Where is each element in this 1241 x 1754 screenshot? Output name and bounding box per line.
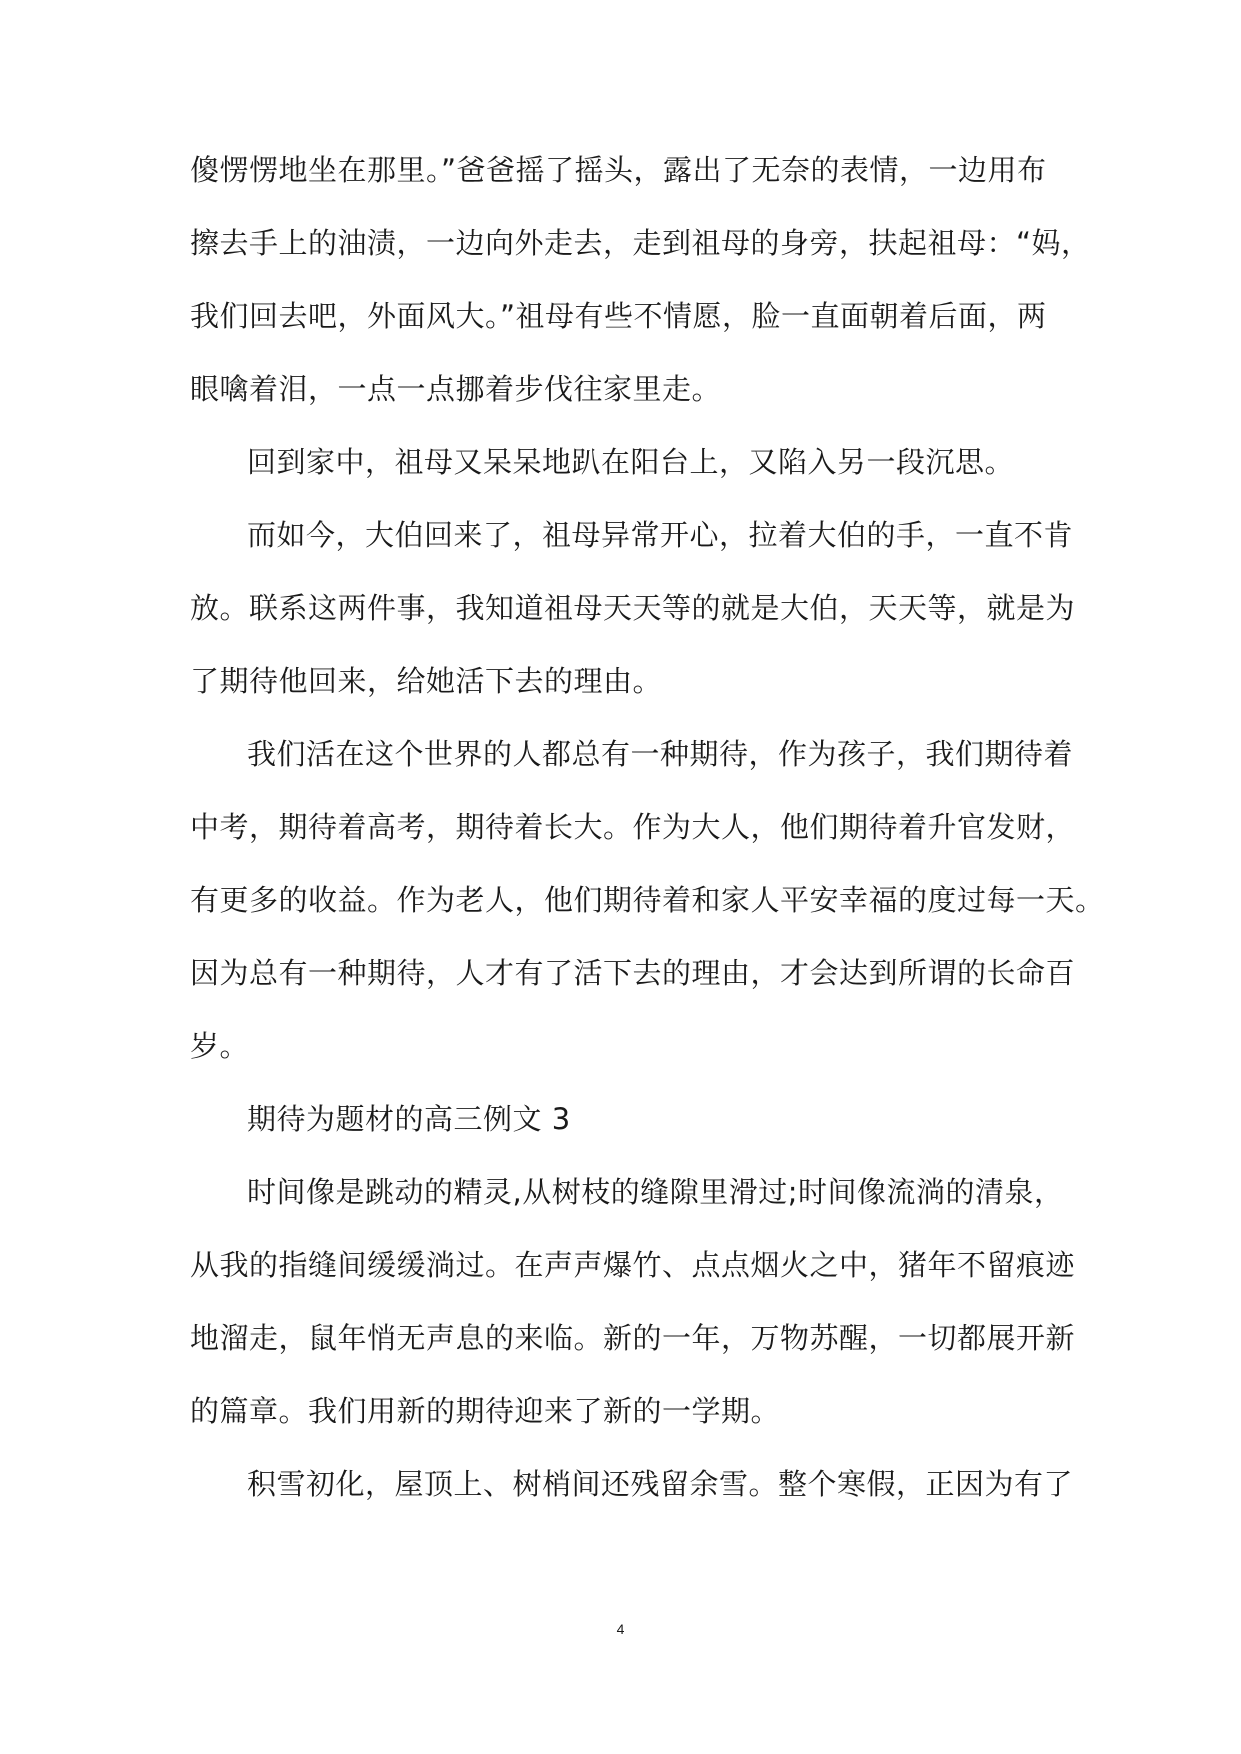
text-line: 岁。 <box>190 1029 250 1063</box>
text-line: 从我的指缝间缓缓淌过。在声声爆竹、点点烟火之中，猪年不留痕迹 <box>190 1248 1076 1282</box>
text-line: 回到家中，祖母又呆呆地趴在阳台上，又陷入另一段沉思。 <box>247 445 1015 479</box>
text-line: 了期待他回来，给她活下去的理由。 <box>190 664 663 698</box>
text-line: 眼噙着泪，一点一点挪着步伐往家里走。 <box>190 372 722 406</box>
text-line: 积雪初化，屋顶上、树梢间还残留余雪。整个寒假，正因为有了 <box>247 1467 1074 1501</box>
text-line: 我们回去吧，外面风大。”祖母有些不情愿，脸一直面朝着后面，两 <box>190 299 1047 333</box>
text-line: 我们活在这个世界的人都总有一种期待，作为孩子，我们期待着 <box>247 737 1074 771</box>
text-line: 中考，期待着高考，期待着长大。作为大人，他们期待着升官发财， <box>190 810 1076 844</box>
text-line: 有更多的收益。作为老人，他们期待着和家人平安幸福的度过每一天。 <box>190 883 1105 917</box>
text-line: 傻愣愣地坐在那里。”爸爸摇了摇头，露出了无奈的表情，一边用布 <box>190 153 1047 187</box>
text-line: 放。联系这两件事，我知道祖母天天等的就是大伯，天天等，就是为 <box>190 591 1076 625</box>
text-line: 而如今，大伯回来了，祖母异常开心，拉着大伯的手，一直不肯 <box>247 518 1074 552</box>
text-line: 时间像是跳动的精灵,从树枝的缝隙里滑过;时间像流淌的清泉， <box>247 1175 1064 1209</box>
page-number: 4 <box>616 1621 625 1637</box>
text-line: 擦去手上的油渍，一边向外走去，走到祖母的身旁，扶起祖母：“妈， <box>190 226 1091 260</box>
text-line: 地溜走，鼠年悄无声息的来临。新的一年，万物苏醒，一切都展开新 <box>190 1321 1076 1355</box>
section-heading: 期待为题材的高三例文 3 <box>247 1102 571 1136</box>
text-line: 因为总有一种期待，人才有了活下去的理由，才会达到所谓的长命百 <box>190 956 1076 990</box>
text-line: 的篇章。我们用新的期待迎来了新的一学期。 <box>190 1394 781 1428</box>
